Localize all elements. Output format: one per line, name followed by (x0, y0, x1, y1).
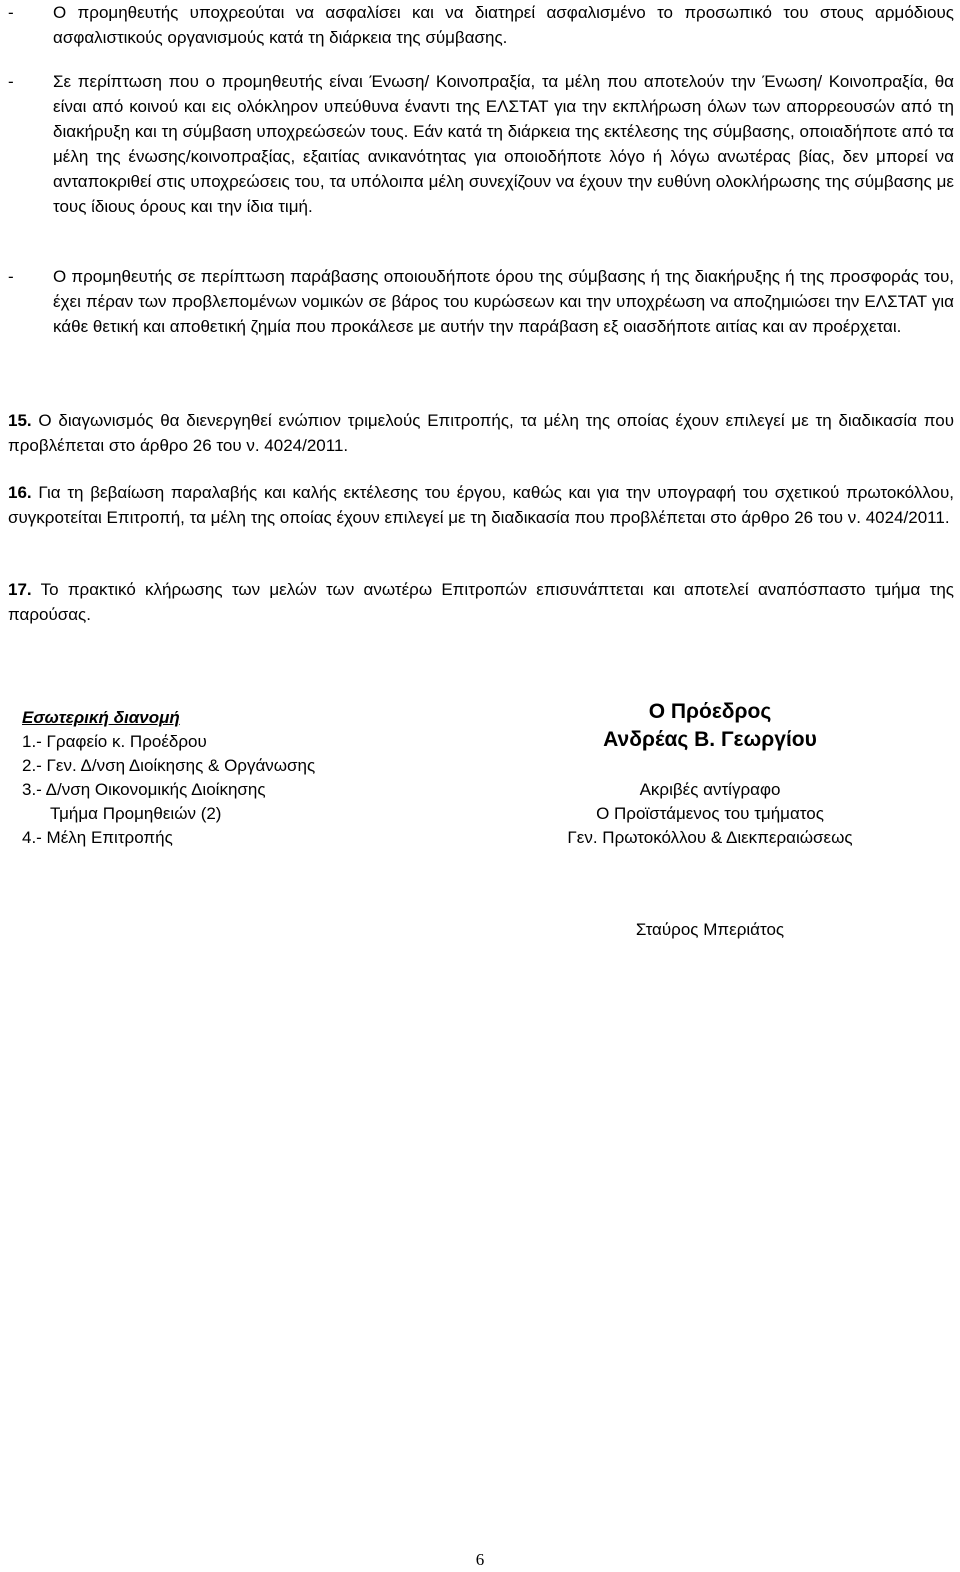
bullet-text: Ο προμηθευτής σε περίπτωση παράβασης οποιουδήποτε όρου της σύμβασης ή της διακήρυξης ή της προσφοράς του, έχει πέραν των προβλεπομένων νομικών σε βάρος του κυρώσεων και την υποχρέωση να αποζημιώσει την ΕΛΣΤΑΤ για κάθε θετική και αποθετική ζημία που προκάλεσε με αυτήν την παράβαση εξ οιασδήποτε αιτίας και αν προέρχεται. (53, 267, 954, 336)
bullet-dash: - (8, 3, 14, 22)
signatory-name: Ανδρέας Β. Γεωργίου (603, 728, 817, 751)
bullet-insurance (8, 0, 954, 50)
distribution-item: 2.- Γεν. Δ/νση Διοίκησης & Οργάνωσης (22, 756, 316, 775)
bullet-breach (8, 264, 954, 339)
bullet-dash: - (8, 72, 14, 91)
signature-block (520, 698, 900, 939)
paragraph-15 (8, 408, 954, 458)
paragraph-number: 17. (8, 580, 32, 599)
distribution-heading: Εσωτερική διανομή (22, 708, 180, 727)
signatory-role: Ο Πρόεδρος (648, 700, 772, 723)
paragraph-text: Το πρακτικό κλήρωσης των μελών των ανωτέρω Επιτροπών επισυνάπτεται και αποτελεί αναπόσπαστο τμήμα της παρούσας. (8, 580, 954, 624)
distribution-item: 1.- Γραφείο κ. Προέδρου (22, 732, 207, 751)
distribution-item: Τμήμα Προμηθειών (2) (50, 804, 222, 823)
distribution-item: 3.- Δ/νση Οικονομικής Διοίκησης (22, 780, 266, 799)
bullet-dash: - (8, 267, 14, 286)
certified-copy-line: Ακριβές αντίγραφο (639, 780, 781, 799)
distribution-item: 4.- Μέλη Επιτροπής (22, 828, 173, 847)
paragraph-number: 15. (8, 411, 32, 430)
paragraph-number: 16. (8, 483, 32, 502)
paragraph-text: Για τη βεβαίωση παραλαβής και καλής εκτέλεσης του έργου, καθώς και για την υπογραφή του σχετικού πρωτοκόλλου, συγκροτείται Επιτροπή, τα μέλη της οποίας έχουν επιλεγεί με τη διαδικασία που προβλέπεται στο άρθρο 26 του ν. 4024/2011. (8, 483, 954, 527)
paragraph-17 (8, 577, 954, 627)
bullet-consortium (8, 69, 954, 219)
certified-copy-line: Ο Προϊστάμενος του τμήματος (596, 804, 824, 823)
certified-copy-line: Γεν. Πρωτοκόλλου & Διεκπεραιώσεως (567, 828, 853, 847)
bullet-text: Ο προμηθευτής υποχρεούται να ασφαλίσει και να διατηρεί ασφαλισμένο το προσωπικό του στους αρμόδιους ασφαλιστικούς οργανισμούς κατά τη διάρκεια της σύμβασης. (53, 3, 954, 47)
paragraph-16 (8, 480, 954, 530)
internal-distribution (22, 706, 422, 850)
certified-copy (520, 778, 900, 850)
copy-signer-name: Σταύρος Μπεριάτος (635, 920, 785, 939)
bullet-text: Σε περίπτωση που ο προμηθευτής είναι Ένωση/ Κοινοπραξία, τα μέλη που αποτελούν την Ένωση/ Κοινοπραξία, θα είναι από κοινού και εις ολόκληρον υπεύθυνα έναντι της ΕΛΣΤΑΤ για την εκπλήρωση όλων των απορρεουσών από τη διακήρυξη και τη σύμβαση υποχρεώσεών τους. Εάν κατά τη διάρκεια της εκτέλεσης της σύμβασης, οποιαδήποτε από τα μέλη της ένωσης/κοινοπραξίας, εξαιτίας ανικανότητας για οποιοδήποτε λόγο ή λόγω ανωτέρας βίας, δεν μπορεί να ανταποκριθεί στις υποχρεώσεις του, τα υπόλοιπα μέλη συνεχίζουν να έχουν την ευθύνη ολοκλήρωσης της σύμβασης με τους ίδιους όρους και την ίδια τιμή. (53, 72, 954, 216)
paragraph-text: Ο διαγωνισμός θα διενεργηθεί ενώπιον τριμελούς Επιτροπής, τα μέλη της οποίας έχουν επιλεγεί με τη διαδικασία που προβλέπεται στο άρθρο 26 του ν. 4024/2011. (8, 411, 954, 455)
page-number: 6 (475, 1550, 485, 1569)
